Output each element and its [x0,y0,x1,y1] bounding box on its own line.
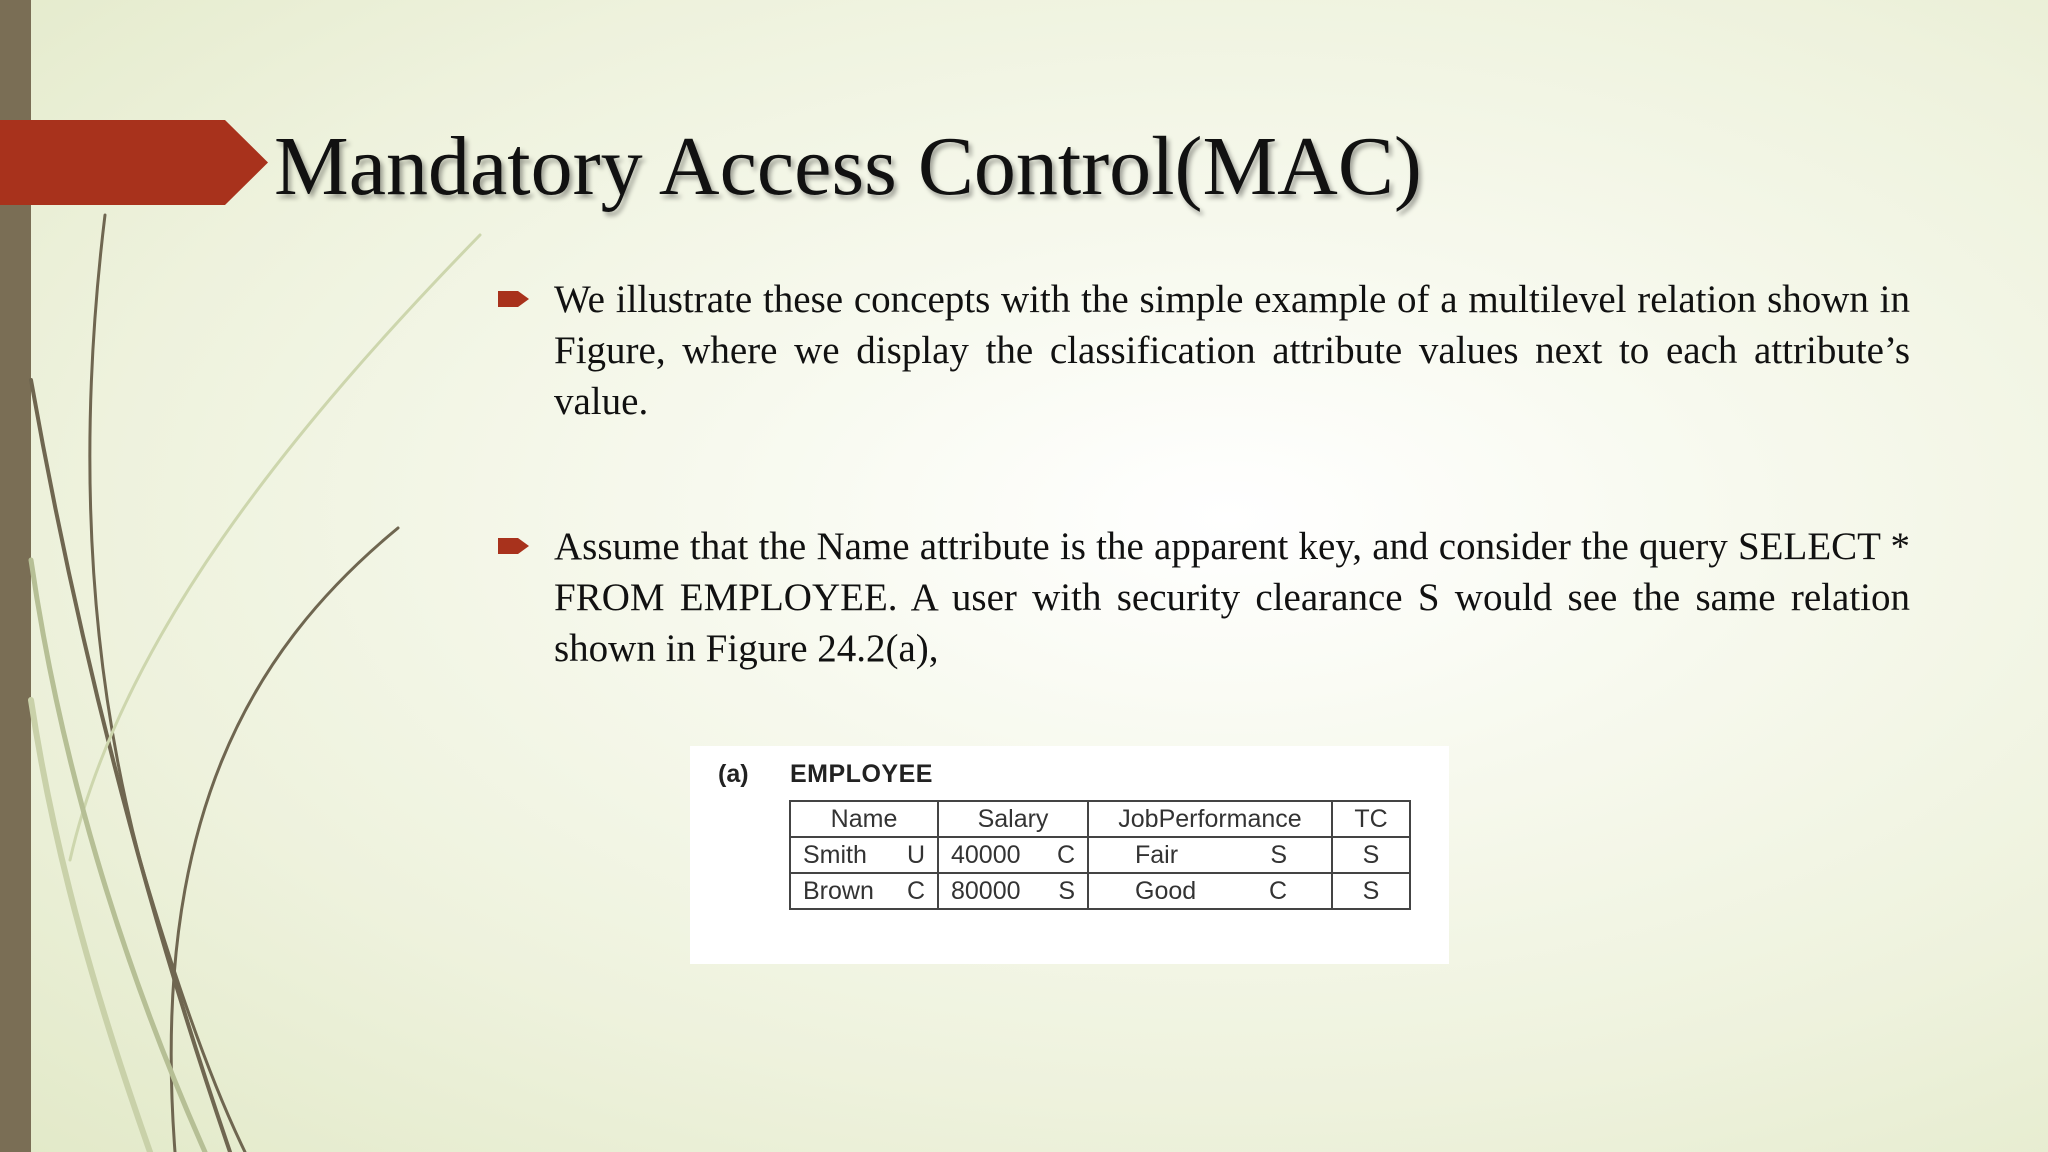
arrow-bullet-icon [498,535,530,557]
slide-title: Mandatory Access Control(MAC) [274,120,1422,213]
figure-label: (a) [718,760,749,788]
cell-value: 80000 [951,876,1021,905]
cell-value: Fair [1135,840,1179,869]
cell-value: Good [1135,876,1197,905]
table-row [790,873,1410,909]
cell-value: 40000 [951,840,1021,869]
cell-classification: S [1058,876,1075,905]
employee-relation-figure [690,746,1449,964]
name-cell [790,837,938,873]
column-header: TC [1332,801,1410,837]
column-header: Salary [938,801,1088,837]
cell-classification: U [906,840,925,869]
column-header: JobPerformance [1088,801,1332,837]
cell-value: Smith [803,840,867,869]
job-performance-cell [1088,837,1332,873]
table-header-row [790,801,1410,837]
bullet-text-1: We illustrate these concepts with the simple example of a multilevel relation shown in Figure, where we display the classification attribute values next to each attribute’s value. [554,278,1910,423]
title-arrow-banner [0,120,268,205]
cell-classification: S [1270,840,1287,869]
job-performance-cell [1088,873,1332,909]
tc-cell: S [1332,837,1410,873]
cell-classification: C [1268,876,1287,905]
cell-classification: C [906,876,925,905]
tc-cell: S [1332,873,1410,909]
cell-value: Brown [803,876,874,905]
relation-name: EMPLOYEE [790,760,933,788]
arrow-bullet-icon [498,288,530,310]
cell-classification: C [1056,840,1075,869]
employee-table [789,800,1411,910]
table-row [790,837,1410,873]
salary-cell [938,873,1088,909]
column-header: Name [790,801,938,837]
bullet-text-2: Assume that the Name attribute is the apparent key, and consider the query SELECT * FROM EMPLOYEE. A user with security clearance S would see the same relation shown in Figure 24.2(a), [554,525,1910,670]
salary-cell [938,837,1088,873]
name-cell [790,873,938,909]
